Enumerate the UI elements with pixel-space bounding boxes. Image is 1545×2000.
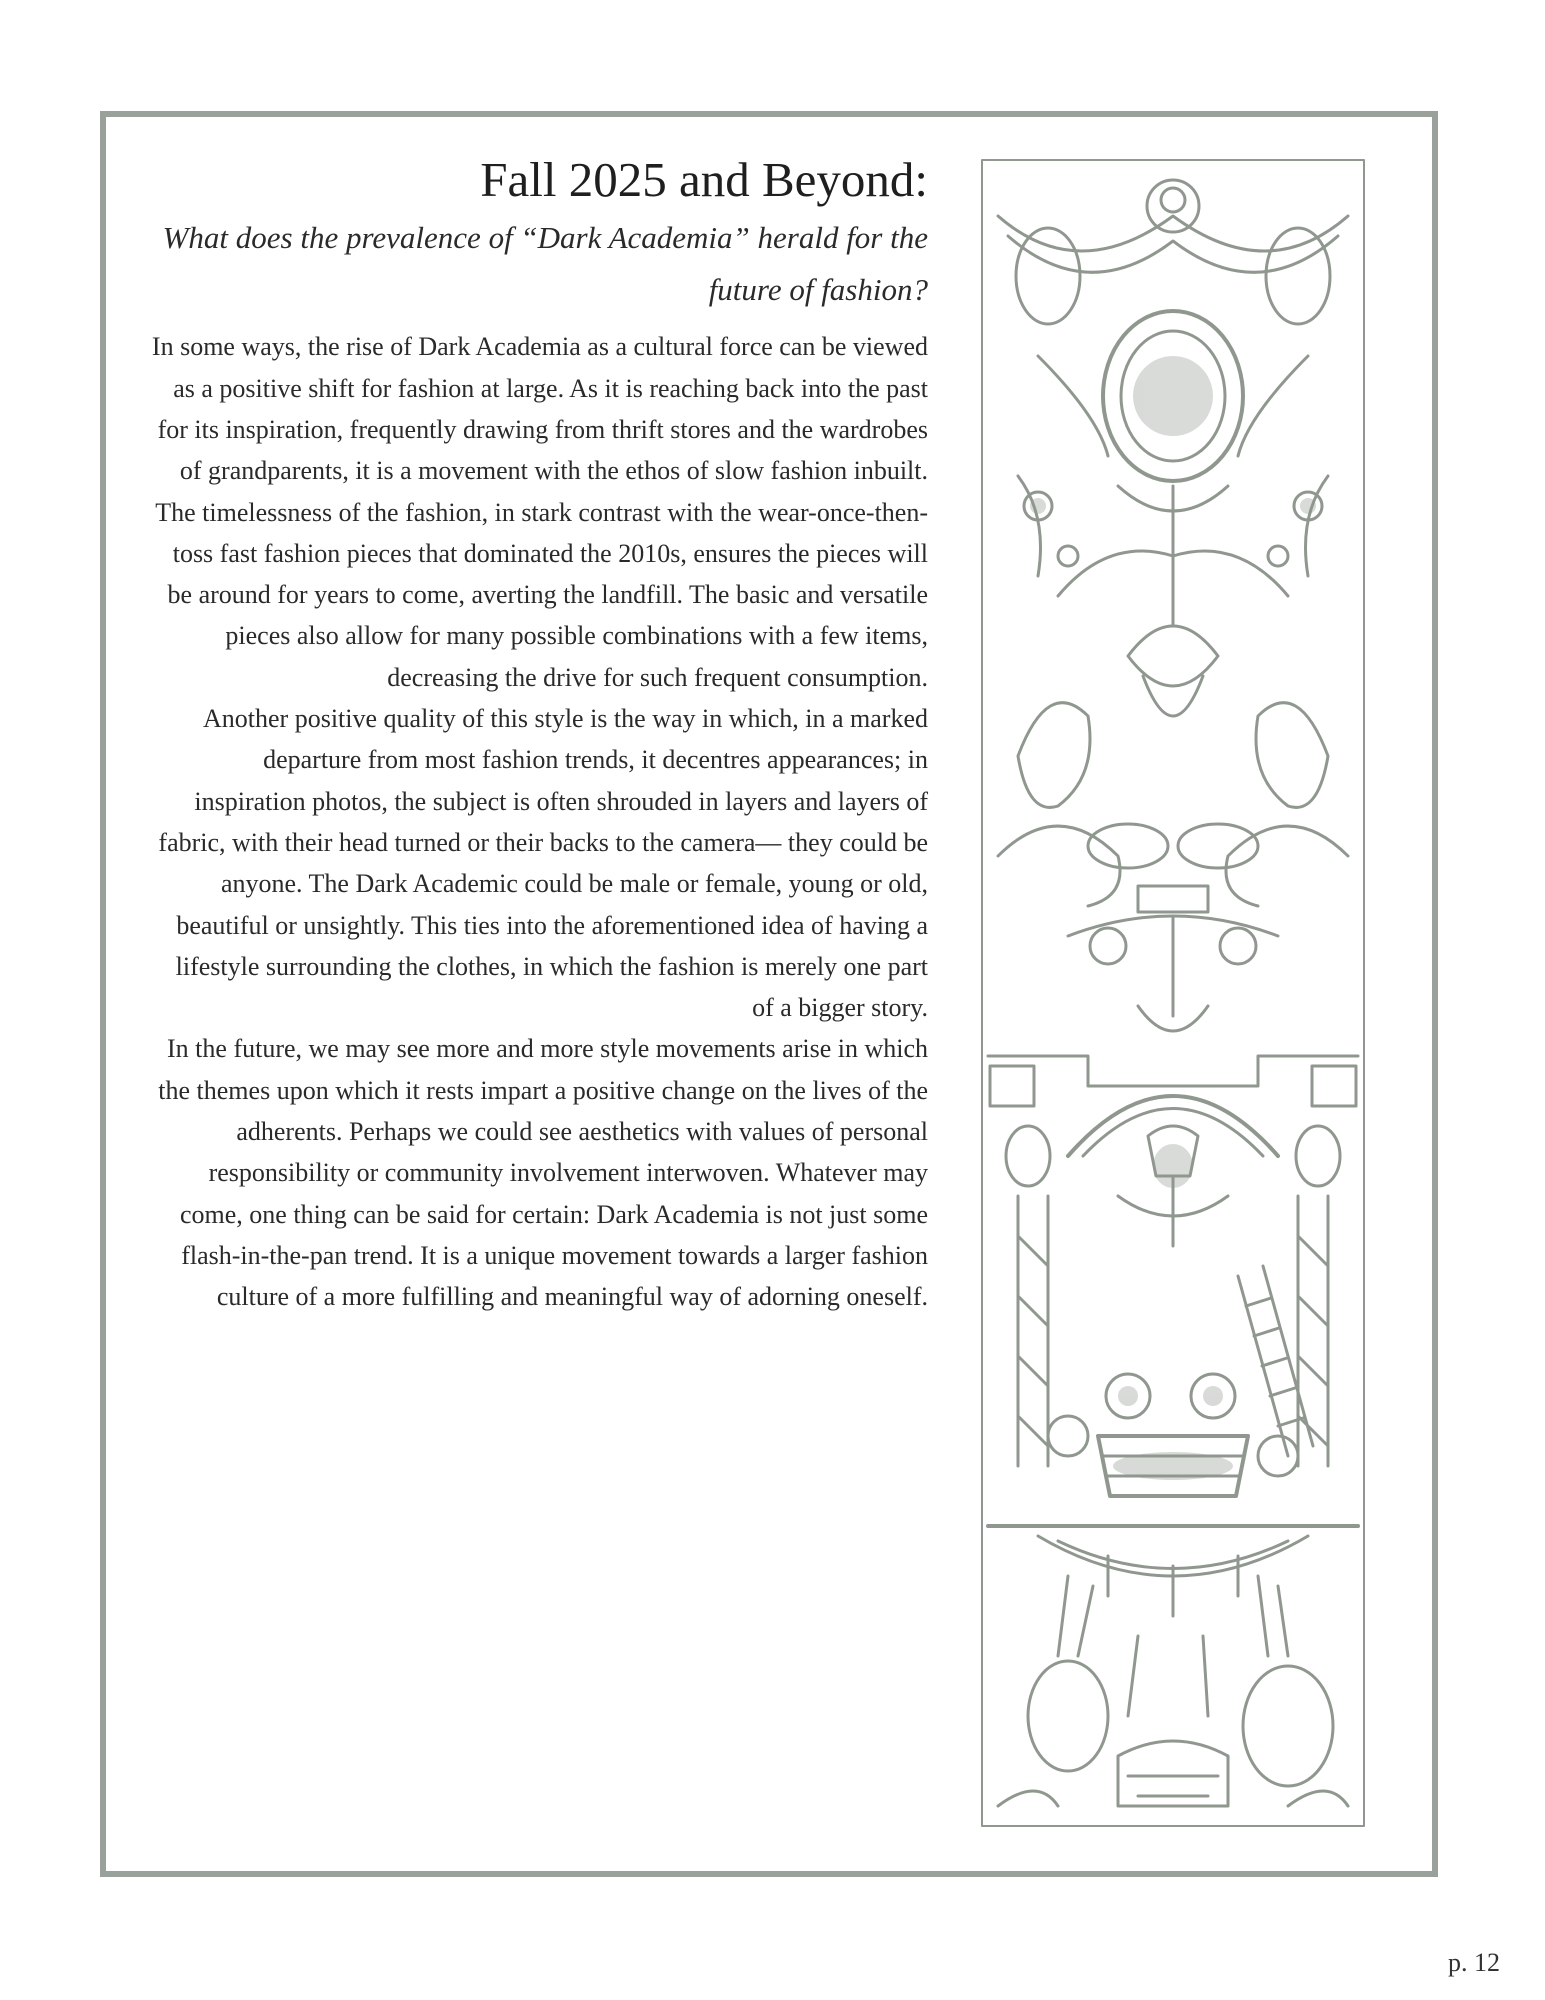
article-subtitle: What does the prevalence of “Dark Academia” herald for the future of fashion?: [162, 220, 928, 308]
article: [150, 152, 928, 1317]
article-paragraph-3: In the future, we may see more and more style movements arise in which the themes upon which it rests impart a positive change on the lives of the adherents. Perhaps we could see aesthetics with values of personal responsibility or community involvement interwoven. Whatever may come, one thing can be said for certain: Dark Academia is not just some flash-in-the-pan trend. It is a unique movement towards a larger fashion culture of a more fulfilling and meaningful way of adorning oneself.: [158, 1034, 928, 1312]
article-paragraph-1: In some ways, the rise of Dark Academia as a cultural force can be viewed as a positive shift for fashion at large. As it is reaching back into the past for its inspiration, frequently drawing from thrift stores and the wardrobes of grandparents, it is a movement with the ethos of slow fashion inbuilt. The timelessness of the fashion, in stark contrast with the wear-once-then-toss fast fashion pieces that dominated the 2010s, ensures the pieces will be around for years to come, averting the landfill. The basic and versatile pieces also allow for many possible combinations with a few items, decreasing the drive for such frequent consumption.: [151, 332, 928, 692]
article-title: Fall 2025 and Beyond:: [480, 152, 928, 207]
ornamental-engraving-illustration: [978, 156, 1368, 1830]
page-number: p. 12: [1448, 1948, 1500, 1977]
article-paragraph-2: Another positive quality of this style is the way in which, in a marked departure from most fashion trends, it decentres appearances; in inspiration photos, the subject is often shrouded in layers and layers of fabric, with their head turned or their backs to the camera— they could be anyone. The Dark Academic could be male or female, young or old, beautiful or unsightly. This ties into the aforementioned idea of having a lifestyle surrounding the clothes, in which the fashion is merely one part of a bigger story.: [158, 704, 928, 1023]
